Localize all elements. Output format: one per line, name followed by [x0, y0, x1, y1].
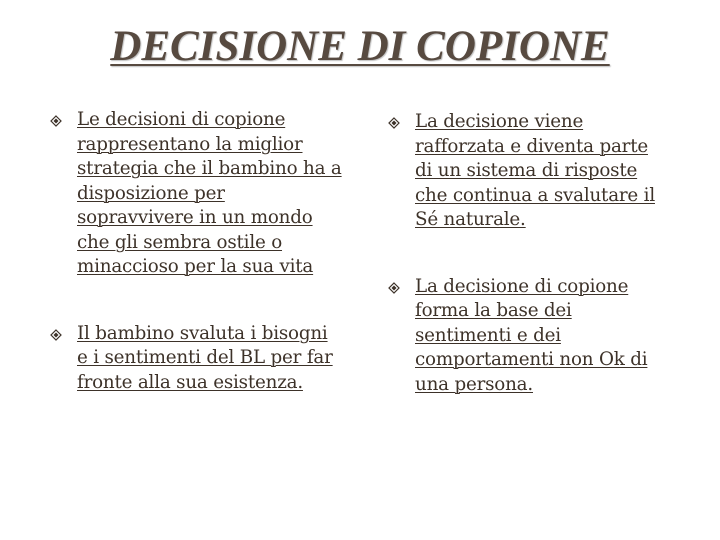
- bullet-text: La decisione di copione forma la base dei sentimenti e dei comportamenti non Ok di una persona.: [415, 275, 648, 395]
- left-column: [50, 108, 342, 395]
- bullet-item: [50, 108, 342, 280]
- bullet-item: [388, 110, 670, 233]
- diamond-bullet-icon: [50, 329, 62, 341]
- diamond-bullet-icon: [388, 282, 400, 294]
- diamond-bullet-icon: [388, 117, 400, 129]
- bullet-text: Il bambino svaluta i bisogni e i sentimenti del BL per far fronte alla sua esistenza.: [77, 322, 333, 393]
- bullet-item: [50, 322, 342, 396]
- bullet-item: [388, 275, 670, 398]
- diamond-bullet-icon: [50, 115, 62, 127]
- slide-title: DECISIONE DI COPIONE: [110, 23, 610, 70]
- right-column: [388, 110, 670, 397]
- bullet-text: Le decisioni di copione rappresentano la miglior strategia che il bambino ha a disposizione per sopravvivere in un mondo che gli sembra ostile o minaccioso per la sua vita: [77, 109, 342, 277]
- bullet-text: La decisione viene rafforzata e diventa parte di un sistema di risposte che continua a svalutare il Sé naturale.: [415, 111, 655, 230]
